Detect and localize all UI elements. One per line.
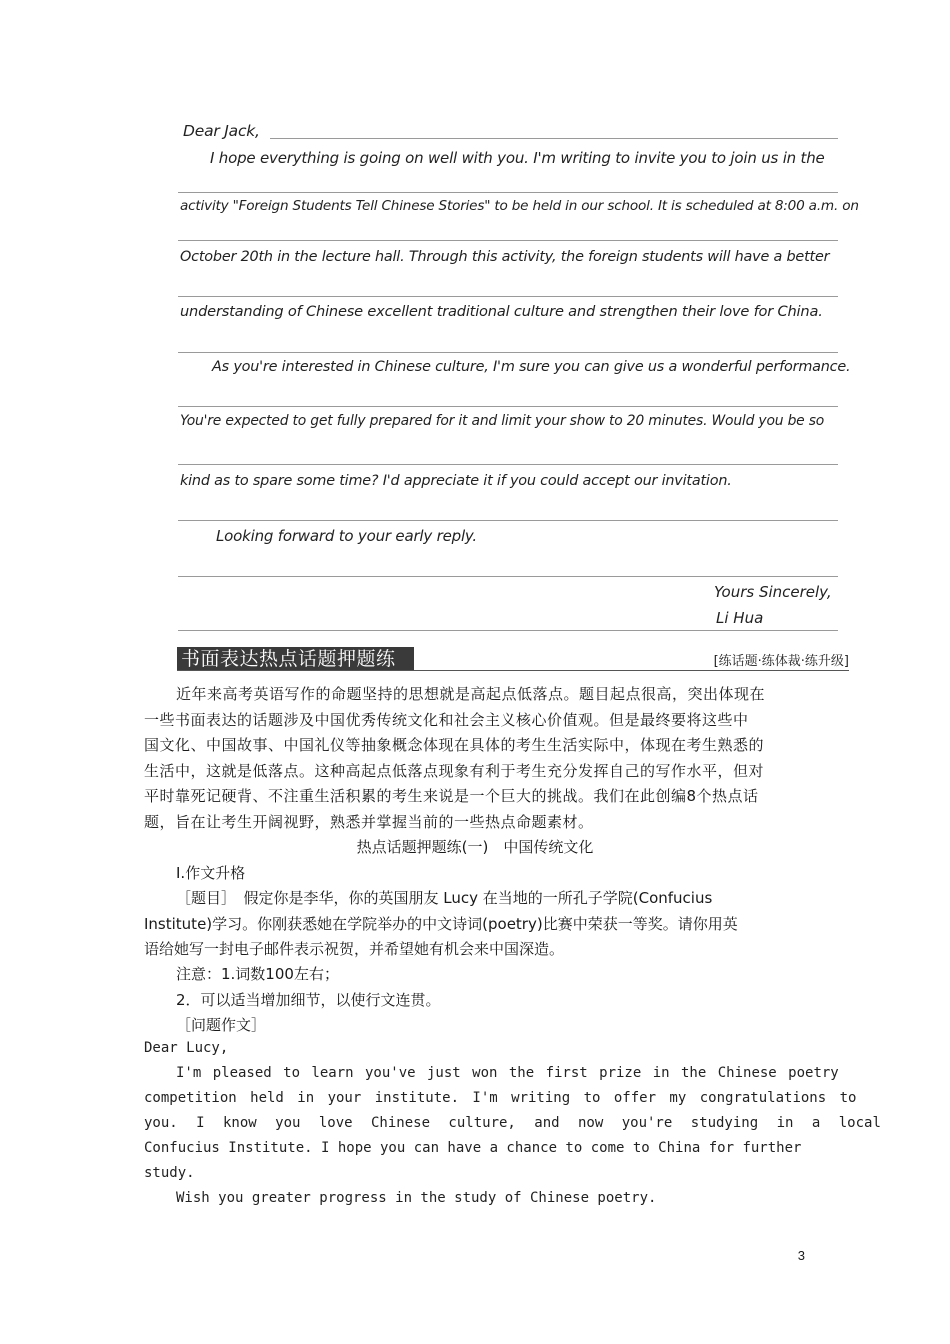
ruled-line (178, 352, 838, 353)
section-tag: [练话题·练体裁·练升级] (713, 654, 849, 669)
letter-line: you. I know you love Chinese culture, and now you're studying in a local (144, 1115, 881, 1131)
letter-line: October 20th in the lecture hall. Through this activity, the foreign students will have a better (180, 249, 830, 265)
task-line: 语给她写一封电子邮件表示祝贺，并希望她有机会来中国深造。 (144, 940, 565, 958)
problem-label: ［问题作文］ (176, 1016, 267, 1034)
ruled-line (178, 630, 838, 631)
letter-line: Confucius Institute. I hope you can have a chance to come to China for further (144, 1140, 802, 1156)
letter-greeting: Dear Jack, (183, 122, 260, 140)
letter-line: Looking forward to your early reply. (216, 527, 477, 545)
section-banner: 书面表达热点话题押题练 (177, 647, 414, 671)
topic-subheading: 热点话题押题练(一) 中国传统文化 (356, 838, 594, 856)
intro-line: 题，旨在让考生开阔视野，熟悉并掌握当前的一些热点命题素材。 (144, 813, 594, 831)
letter-line: I hope everything is going on well with you. I'm writing to invite you to join us in the (210, 149, 825, 167)
letter-line: competition held in your institute. I'm writing to offer my congratulations to (144, 1090, 857, 1106)
letter-line: Wish you greater progress in the study of Chinese poetry. (176, 1190, 657, 1206)
letter-line: study. (144, 1165, 195, 1181)
ruled-line (178, 296, 838, 297)
ruled-line (178, 406, 838, 407)
intro-line: 近年来高考英语写作的命题坚持的思想就是高起点低落点。题目起点很高，突出体现在 (176, 685, 766, 703)
ruled-line (178, 520, 838, 521)
task-line: ［题目］ 假定你是李华，你的英国朋友 Lucy 在当地的一所孔子学院(Confucius (176, 889, 713, 907)
ruled-line (270, 138, 838, 139)
letter-line: As you're interested in Chinese culture, I'm sure you can give us a wonderful performance. (212, 359, 851, 375)
note-line: 注意：1.词数100左右； (176, 965, 339, 983)
intro-line: 生活中，这就是低落点。这种高起点低落点现象有利于考生充分发挥自己的写作水平，但对 (144, 762, 765, 780)
task-line: Institute)学习。你刚获悉她在学院举办的中文诗词(poetry)比赛中荣获一等奖。请你用英 (144, 915, 738, 933)
letter-line: understanding of Chinese excellent traditional culture and strengthen their love for China. (180, 303, 823, 320)
letter-line: activity "Foreign Students Tell Chinese Stories" to be held in our school. It is scheduled at 8:00 a.m. on (180, 198, 859, 214)
letter-line: You're expected to get fully prepared for it and limit your show to 20 minutes. Would you be so (180, 413, 825, 429)
intro-line: 国文化、中国故事、中国礼仪等抽象概念体现在具体的考生生活实际中，体现在考生熟悉的 (144, 736, 765, 754)
banner-rule (177, 670, 849, 671)
note-line: 2．可以适当增加细节，以使行文连贯。 (176, 991, 441, 1009)
letter-line: kind as to spare some time? I'd appreciate it if you could accept our invitation. (180, 473, 732, 489)
part-heading: Ⅰ.作文升格 (176, 864, 246, 882)
letter-greeting: Dear Lucy, (144, 1040, 229, 1056)
ruled-line (178, 240, 838, 241)
ruled-line (178, 464, 838, 465)
page-number: 3 (797, 1248, 805, 1263)
ruled-line (178, 576, 838, 577)
letter-line: I'm pleased to learn you've just won the first prize in the Chinese poetry (176, 1065, 839, 1081)
intro-line: 平时靠死记硬背、不注重生活积累的考生来说是一个巨大的挑战。我们在此创编8个热点话 (144, 787, 759, 805)
letter-closing: Yours Sincerely, (714, 583, 832, 601)
intro-line: 一些书面表达的话题涉及中国优秀传统文化和社会主义核心价值观。但是最终要将这些中 (144, 711, 749, 729)
letter-signature: Li Hua (716, 609, 764, 627)
ruled-line (178, 192, 838, 193)
